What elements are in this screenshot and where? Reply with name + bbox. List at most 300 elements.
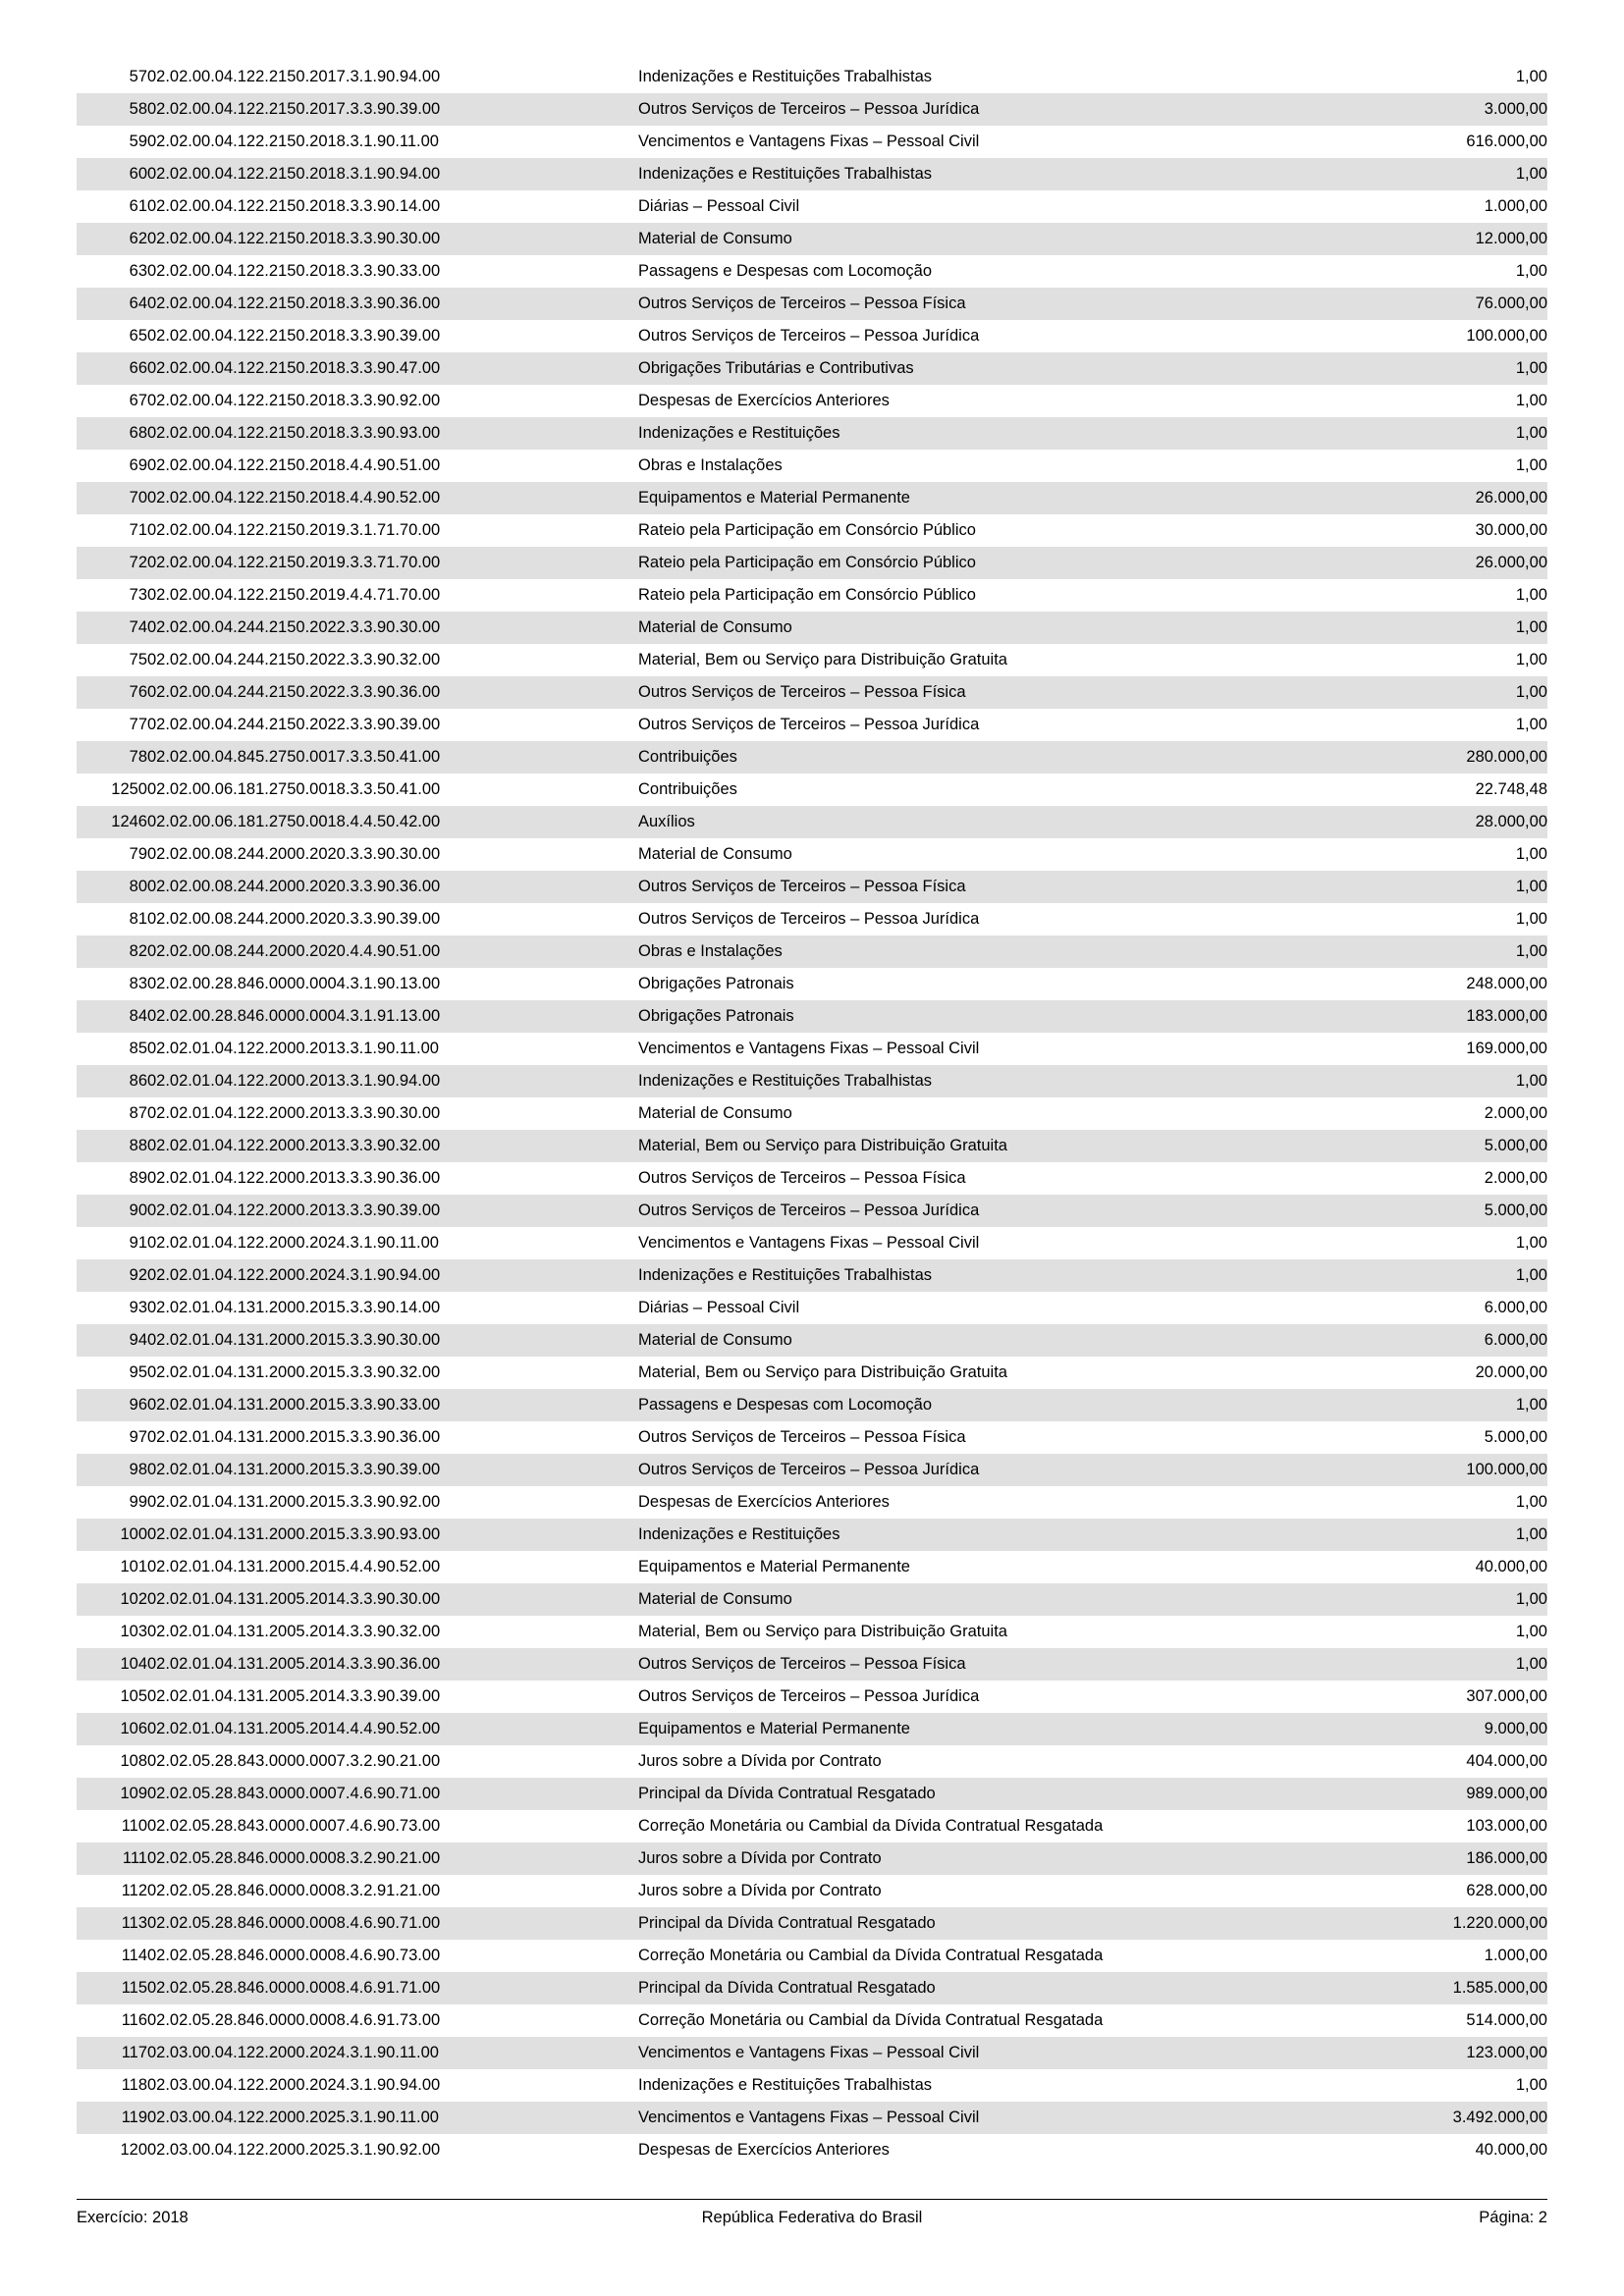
row-value: 1,00 <box>1326 417 1547 450</box>
row-value: 12.000,00 <box>1326 223 1547 255</box>
row-account-code: 02.02.01.04.131.2005.2014.3.3.90.36.00 <box>147 1648 638 1681</box>
row-value: 100.000,00 <box>1326 1454 1547 1486</box>
row-account-code: 02.02.01.04.131.2000.2015.3.3.90.93.00 <box>147 1519 638 1551</box>
table-row <box>77 1065 1547 1097</box>
table-row <box>77 1486 1547 1519</box>
table-row <box>77 1713 1547 1745</box>
row-sequence: 64 <box>77 288 147 320</box>
row-description: Contribuições <box>638 741 1326 774</box>
row-account-code: 02.02.00.04.122.2150.2019.3.3.71.70.00 <box>147 547 638 579</box>
row-sequence: 1246 <box>77 806 147 838</box>
row-sequence: 106 <box>77 1713 147 1745</box>
table-row <box>77 709 1547 741</box>
table-row <box>77 1130 1547 1162</box>
table-row <box>77 1907 1547 1940</box>
row-account-code: 02.03.00.04.122.2000.2025.3.1.90.11.00 <box>147 2102 638 2134</box>
table-row <box>77 1389 1547 1421</box>
row-sequence: 66 <box>77 352 147 385</box>
row-account-code: 02.02.01.04.131.2000.2015.3.3.90.30.00 <box>147 1324 638 1357</box>
row-account-code: 02.02.05.28.846.0000.0008.4.6.90.71.00 <box>147 1907 638 1940</box>
row-account-code: 02.02.00.06.181.2750.0018.4.4.50.42.00 <box>147 806 638 838</box>
row-value: 22.748,48 <box>1326 774 1547 806</box>
row-description: Obrigações Tributárias e Contributivas <box>638 352 1326 385</box>
row-description: Rateio pela Participação em Consórcio Público <box>638 547 1326 579</box>
table-row <box>77 1583 1547 1616</box>
row-sequence: 103 <box>77 1616 147 1648</box>
table-row <box>77 288 1547 320</box>
row-description: Material, Bem ou Serviço para Distribuição Gratuita <box>638 1357 1326 1389</box>
row-account-code: 02.02.00.04.122.2150.2019.4.4.71.70.00 <box>147 579 638 612</box>
row-account-code: 02.02.01.04.131.2005.2014.3.3.90.32.00 <box>147 1616 638 1648</box>
row-description: Material de Consumo <box>638 612 1326 644</box>
row-value: 1,00 <box>1326 612 1547 644</box>
table-row <box>77 612 1547 644</box>
budget-table <box>77 61 1547 2166</box>
table-row <box>77 547 1547 579</box>
row-account-code: 02.02.01.04.122.2000.2013.3.3.90.39.00 <box>147 1195 638 1227</box>
row-sequence: 110 <box>77 1810 147 1842</box>
row-description: Vencimentos e Vantagens Fixas – Pessoal Civil <box>638 2037 1326 2069</box>
row-description: Auxílios <box>638 806 1326 838</box>
row-value: 248.000,00 <box>1326 968 1547 1000</box>
row-account-code: 02.02.00.28.846.0000.0004.3.1.90.13.00 <box>147 968 638 1000</box>
row-value: 404.000,00 <box>1326 1745 1547 1778</box>
row-account-code: 02.02.01.04.131.2000.2015.3.3.90.92.00 <box>147 1486 638 1519</box>
table-row <box>77 774 1547 806</box>
row-account-code: 02.02.01.04.122.2000.2024.3.1.90.11.00 <box>147 1227 638 1259</box>
table-row <box>77 806 1547 838</box>
table-row <box>77 1421 1547 1454</box>
row-account-code: 02.02.00.04.122.2150.2019.3.1.71.70.00 <box>147 514 638 547</box>
row-value: 20.000,00 <box>1326 1357 1547 1389</box>
row-sequence: 80 <box>77 871 147 903</box>
table-row <box>77 1616 1547 1648</box>
row-sequence: 81 <box>77 903 147 935</box>
row-description: Outros Serviços de Terceiros – Pessoa Jurídica <box>638 1454 1326 1486</box>
table-row <box>77 450 1547 482</box>
row-value: 1,00 <box>1326 1486 1547 1519</box>
row-value: 1.000,00 <box>1326 1940 1547 1972</box>
row-account-code: 02.02.00.08.244.2000.2020.3.3.90.36.00 <box>147 871 638 903</box>
row-sequence: 92 <box>77 1259 147 1292</box>
row-account-code: 02.02.05.28.846.0000.0008.4.6.91.73.00 <box>147 2004 638 2037</box>
row-description: Outros Serviços de Terceiros – Pessoa Física <box>638 871 1326 903</box>
table-row <box>77 1810 1547 1842</box>
row-value: 26.000,00 <box>1326 547 1547 579</box>
row-sequence: 61 <box>77 190 147 223</box>
row-sequence: 87 <box>77 1097 147 1130</box>
row-sequence: 89 <box>77 1162 147 1195</box>
table-row <box>77 1648 1547 1681</box>
table-row <box>77 644 1547 676</box>
row-account-code: 02.02.00.04.122.2150.2018.3.3.90.93.00 <box>147 417 638 450</box>
row-value: 616.000,00 <box>1326 126 1547 158</box>
row-account-code: 02.02.00.04.122.2150.2018.3.3.90.92.00 <box>147 385 638 417</box>
row-account-code: 02.02.01.04.131.2000.2015.4.4.90.52.00 <box>147 1551 638 1583</box>
row-account-code: 02.02.01.04.122.2000.2013.3.3.90.32.00 <box>147 1130 638 1162</box>
row-sequence: 117 <box>77 2037 147 2069</box>
row-description: Passagens e Despesas com Locomoção <box>638 255 1326 288</box>
row-sequence: 111 <box>77 1842 147 1875</box>
row-sequence: 114 <box>77 1940 147 1972</box>
row-sequence: 74 <box>77 612 147 644</box>
row-description: Vencimentos e Vantagens Fixas – Pessoal Civil <box>638 1033 1326 1065</box>
row-value: 186.000,00 <box>1326 1842 1547 1875</box>
table-row <box>77 320 1547 352</box>
row-sequence: 59 <box>77 126 147 158</box>
row-description: Outros Serviços de Terceiros – Pessoa Jurídica <box>638 709 1326 741</box>
row-sequence: 1250 <box>77 774 147 806</box>
row-value: 26.000,00 <box>1326 482 1547 514</box>
table-row <box>77 1681 1547 1713</box>
row-account-code: 02.03.00.04.122.2000.2024.3.1.90.94.00 <box>147 2069 638 2102</box>
row-description: Juros sobre a Dívida por Contrato <box>638 1745 1326 1778</box>
row-description: Correção Monetária ou Cambial da Dívida Contratual Resgatada <box>638 1810 1326 1842</box>
row-sequence: 63 <box>77 255 147 288</box>
row-value: 1,00 <box>1326 1389 1547 1421</box>
row-account-code: 02.02.00.04.122.2150.2018.3.1.90.11.00 <box>147 126 638 158</box>
table-row <box>77 1875 1547 1907</box>
row-description: Despesas de Exercícios Anteriores <box>638 2134 1326 2166</box>
row-description: Material de Consumo <box>638 1097 1326 1130</box>
row-sequence: 104 <box>77 1648 147 1681</box>
row-description: Outros Serviços de Terceiros – Pessoa Jurídica <box>638 320 1326 352</box>
row-account-code: 02.02.00.04.122.2150.2018.4.4.90.51.00 <box>147 450 638 482</box>
row-account-code: 02.02.00.08.244.2000.2020.3.3.90.30.00 <box>147 838 638 871</box>
row-sequence: 58 <box>77 93 147 126</box>
row-account-code: 02.02.01.04.122.2000.2013.3.1.90.11.00 <box>147 1033 638 1065</box>
row-description: Despesas de Exercícios Anteriores <box>638 1486 1326 1519</box>
row-account-code: 02.02.01.04.122.2000.2013.3.3.90.36.00 <box>147 1162 638 1195</box>
row-account-code: 02.02.00.08.244.2000.2020.3.3.90.39.00 <box>147 903 638 935</box>
row-description: Material de Consumo <box>638 1583 1326 1616</box>
row-sequence: 86 <box>77 1065 147 1097</box>
row-sequence: 98 <box>77 1454 147 1486</box>
row-value: 123.000,00 <box>1326 2037 1547 2069</box>
table-row <box>77 1097 1547 1130</box>
row-sequence: 85 <box>77 1033 147 1065</box>
row-sequence: 118 <box>77 2069 147 2102</box>
table-row <box>77 935 1547 968</box>
row-description: Outros Serviços de Terceiros – Pessoa Física <box>638 1421 1326 1454</box>
row-sequence: 109 <box>77 1778 147 1810</box>
row-description: Vencimentos e Vantagens Fixas – Pessoal Civil <box>638 126 1326 158</box>
row-account-code: 02.02.05.28.846.0000.0008.3.2.91.21.00 <box>147 1875 638 1907</box>
row-account-code: 02.02.01.04.131.2005.2014.3.3.90.39.00 <box>147 1681 638 1713</box>
row-account-code: 02.02.05.28.846.0000.0008.4.6.90.73.00 <box>147 1940 638 1972</box>
row-value: 2.000,00 <box>1326 1097 1547 1130</box>
table-row <box>77 352 1547 385</box>
row-description: Outros Serviços de Terceiros – Pessoa Física <box>638 1648 1326 1681</box>
row-description: Outros Serviços de Terceiros – Pessoa Jurídica <box>638 1681 1326 1713</box>
row-description: Principal da Dívida Contratual Resgatado <box>638 1778 1326 1810</box>
table-row <box>77 255 1547 288</box>
table-row <box>77 1195 1547 1227</box>
row-description: Material, Bem ou Serviço para Distribuição Gratuita <box>638 644 1326 676</box>
table-row <box>77 482 1547 514</box>
table-row <box>77 676 1547 709</box>
row-value: 5.000,00 <box>1326 1130 1547 1162</box>
row-description: Equipamentos e Material Permanente <box>638 482 1326 514</box>
row-account-code: 02.02.01.04.122.2000.2024.3.1.90.94.00 <box>147 1259 638 1292</box>
row-value: 1,00 <box>1326 709 1547 741</box>
row-account-code: 02.02.05.28.843.0000.0007.4.6.90.73.00 <box>147 1810 638 1842</box>
row-account-code: 02.02.01.04.122.2000.2013.3.1.90.94.00 <box>147 1065 638 1097</box>
table-row <box>77 417 1547 450</box>
row-value: 9.000,00 <box>1326 1713 1547 1745</box>
row-sequence: 101 <box>77 1551 147 1583</box>
row-description: Indenizações e Restituições Trabalhistas <box>638 2069 1326 2102</box>
row-value: 1.000,00 <box>1326 190 1547 223</box>
row-description: Indenizações e Restituições Trabalhistas <box>638 158 1326 190</box>
table-row <box>77 579 1547 612</box>
row-value: 628.000,00 <box>1326 1875 1547 1907</box>
row-account-code: 02.02.01.04.131.2000.2015.3.3.90.14.00 <box>147 1292 638 1324</box>
row-description: Principal da Dívida Contratual Resgatado <box>638 1972 1326 2004</box>
row-sequence: 105 <box>77 1681 147 1713</box>
row-account-code: 02.03.00.04.122.2000.2024.3.1.90.11.00 <box>147 2037 638 2069</box>
row-account-code: 02.02.00.04.244.2150.2022.3.3.90.30.00 <box>147 612 638 644</box>
row-sequence: 67 <box>77 385 147 417</box>
row-sequence: 82 <box>77 935 147 968</box>
table-row <box>77 838 1547 871</box>
row-sequence: 91 <box>77 1227 147 1259</box>
row-account-code: 02.03.00.04.122.2000.2025.3.1.90.92.00 <box>147 2134 638 2166</box>
row-sequence: 95 <box>77 1357 147 1389</box>
row-account-code: 02.02.05.28.843.0000.0007.4.6.90.71.00 <box>147 1778 638 1810</box>
row-description: Obrigações Patronais <box>638 1000 1326 1033</box>
row-account-code: 02.02.00.28.846.0000.0004.3.1.91.13.00 <box>147 1000 638 1033</box>
row-value: 1,00 <box>1326 61 1547 93</box>
row-description: Diárias – Pessoal Civil <box>638 190 1326 223</box>
row-description: Material de Consumo <box>638 223 1326 255</box>
row-description: Vencimentos e Vantagens Fixas – Pessoal Civil <box>638 1227 1326 1259</box>
row-account-code: 02.02.01.04.131.2005.2014.4.4.90.52.00 <box>147 1713 638 1745</box>
row-value: 1,00 <box>1326 1583 1547 1616</box>
row-value: 1,00 <box>1326 644 1547 676</box>
row-value: 40.000,00 <box>1326 2134 1547 2166</box>
row-description: Outros Serviços de Terceiros – Pessoa Jurídica <box>638 903 1326 935</box>
row-description: Passagens e Despesas com Locomoção <box>638 1389 1326 1421</box>
row-account-code: 02.02.05.28.846.0000.0008.3.2.90.21.00 <box>147 1842 638 1875</box>
table-row <box>77 1745 1547 1778</box>
row-account-code: 02.02.00.04.122.2150.2018.3.3.90.33.00 <box>147 255 638 288</box>
row-value: 2.000,00 <box>1326 1162 1547 1195</box>
row-account-code: 02.02.05.28.846.0000.0008.4.6.91.71.00 <box>147 1972 638 2004</box>
row-value: 5.000,00 <box>1326 1421 1547 1454</box>
row-description: Principal da Dívida Contratual Resgatado <box>638 1907 1326 1940</box>
row-sequence: 75 <box>77 644 147 676</box>
row-sequence: 96 <box>77 1389 147 1421</box>
row-description: Indenizações e Restituições Trabalhistas <box>638 61 1326 93</box>
row-sequence: 57 <box>77 61 147 93</box>
row-description: Material, Bem ou Serviço para Distribuição Gratuita <box>638 1616 1326 1648</box>
row-value: 1.220.000,00 <box>1326 1907 1547 1940</box>
row-sequence: 60 <box>77 158 147 190</box>
row-account-code: 02.02.00.04.244.2150.2022.3.3.90.39.00 <box>147 709 638 741</box>
row-value: 307.000,00 <box>1326 1681 1547 1713</box>
row-sequence: 88 <box>77 1130 147 1162</box>
row-value: 76.000,00 <box>1326 288 1547 320</box>
row-sequence: 69 <box>77 450 147 482</box>
row-account-code: 02.02.00.04.845.2750.0017.3.3.50.41.00 <box>147 741 638 774</box>
row-account-code: 02.02.01.04.131.2000.2015.3.3.90.32.00 <box>147 1357 638 1389</box>
row-value: 1,00 <box>1326 450 1547 482</box>
row-description: Equipamentos e Material Permanente <box>638 1713 1326 1745</box>
row-sequence: 120 <box>77 2134 147 2166</box>
row-sequence: 77 <box>77 709 147 741</box>
row-description: Material, Bem ou Serviço para Distribuição Gratuita <box>638 1130 1326 1162</box>
row-sequence: 112 <box>77 1875 147 1907</box>
row-value: 1,00 <box>1326 158 1547 190</box>
row-account-code: 02.02.00.04.122.2150.2018.4.4.90.52.00 <box>147 482 638 514</box>
row-sequence: 119 <box>77 2102 147 2134</box>
table-row <box>77 1551 1547 1583</box>
row-description: Indenizações e Restituições Trabalhistas <box>638 1259 1326 1292</box>
row-account-code: 02.02.00.04.122.2150.2017.3.1.90.94.00 <box>147 61 638 93</box>
table-row <box>77 871 1547 903</box>
row-sequence: 65 <box>77 320 147 352</box>
row-value: 514.000,00 <box>1326 2004 1547 2037</box>
table-row <box>77 1778 1547 1810</box>
row-account-code: 02.02.00.04.122.2150.2018.3.3.90.30.00 <box>147 223 638 255</box>
page-footer <box>77 2199 1547 2239</box>
row-account-code: 02.02.01.04.131.2000.2015.3.3.90.39.00 <box>147 1454 638 1486</box>
table-row <box>77 1162 1547 1195</box>
table-row <box>77 158 1547 190</box>
row-description: Obras e Instalações <box>638 450 1326 482</box>
table-row <box>77 514 1547 547</box>
row-value: 30.000,00 <box>1326 514 1547 547</box>
row-value: 3.000,00 <box>1326 93 1547 126</box>
row-description: Outros Serviços de Terceiros – Pessoa Física <box>638 288 1326 320</box>
row-description: Contribuições <box>638 774 1326 806</box>
row-account-code: 02.02.00.04.244.2150.2022.3.3.90.36.00 <box>147 676 638 709</box>
row-account-code: 02.02.01.04.131.2000.2015.3.3.90.36.00 <box>147 1421 638 1454</box>
row-value: 6.000,00 <box>1326 1292 1547 1324</box>
row-description: Rateio pela Participação em Consórcio Público <box>638 579 1326 612</box>
row-description: Material de Consumo <box>638 1324 1326 1357</box>
row-value: 1,00 <box>1326 1648 1547 1681</box>
row-account-code: 02.02.05.28.843.0000.0007.3.2.90.21.00 <box>147 1745 638 1778</box>
row-description: Correção Monetária ou Cambial da Dívida Contratual Resgatada <box>638 1940 1326 1972</box>
row-account-code: 02.02.01.04.122.2000.2013.3.3.90.30.00 <box>147 1097 638 1130</box>
row-value: 1,00 <box>1326 1259 1547 1292</box>
table-row <box>77 223 1547 255</box>
table-row <box>77 1519 1547 1551</box>
row-account-code: 02.02.00.04.122.2150.2017.3.3.90.39.00 <box>147 93 638 126</box>
row-sequence: 113 <box>77 1907 147 1940</box>
row-account-code: 02.02.01.04.131.2005.2014.3.3.90.30.00 <box>147 1583 638 1616</box>
row-account-code: 02.02.01.04.131.2000.2015.3.3.90.33.00 <box>147 1389 638 1421</box>
row-description: Outros Serviços de Terceiros – Pessoa Jurídica <box>638 93 1326 126</box>
row-sequence: 79 <box>77 838 147 871</box>
row-description: Obras e Instalações <box>638 935 1326 968</box>
row-value: 1,00 <box>1326 579 1547 612</box>
table-row <box>77 1454 1547 1486</box>
row-sequence: 97 <box>77 1421 147 1454</box>
row-sequence: 76 <box>77 676 147 709</box>
row-description: Indenizações e Restituições <box>638 417 1326 450</box>
row-value: 5.000,00 <box>1326 1195 1547 1227</box>
table-row <box>77 2037 1547 2069</box>
row-sequence: 116 <box>77 2004 147 2037</box>
row-sequence: 100 <box>77 1519 147 1551</box>
table-row <box>77 1324 1547 1357</box>
row-value: 1,00 <box>1326 676 1547 709</box>
table-row <box>77 1292 1547 1324</box>
row-description: Indenizações e Restituições <box>638 1519 1326 1551</box>
row-value: 1,00 <box>1326 385 1547 417</box>
row-account-code: 02.02.00.04.122.2150.2018.3.3.90.39.00 <box>147 320 638 352</box>
row-sequence: 73 <box>77 579 147 612</box>
row-sequence: 94 <box>77 1324 147 1357</box>
row-sequence: 115 <box>77 1972 147 2004</box>
row-value: 1,00 <box>1326 255 1547 288</box>
row-account-code: 02.02.00.04.122.2150.2018.3.3.90.14.00 <box>147 190 638 223</box>
row-value: 183.000,00 <box>1326 1000 1547 1033</box>
row-sequence: 93 <box>77 1292 147 1324</box>
table-row <box>77 741 1547 774</box>
row-account-code: 02.02.00.04.122.2150.2018.3.1.90.94.00 <box>147 158 638 190</box>
row-sequence: 68 <box>77 417 147 450</box>
row-value: 169.000,00 <box>1326 1033 1547 1065</box>
row-sequence: 84 <box>77 1000 147 1033</box>
row-value: 6.000,00 <box>1326 1324 1547 1357</box>
row-description: Outros Serviços de Terceiros – Pessoa Física <box>638 1162 1326 1195</box>
row-sequence: 71 <box>77 514 147 547</box>
table-row <box>77 1000 1547 1033</box>
row-value: 1,00 <box>1326 838 1547 871</box>
table-row <box>77 1033 1547 1065</box>
row-sequence: 70 <box>77 482 147 514</box>
row-value: 1,00 <box>1326 1065 1547 1097</box>
row-value: 28.000,00 <box>1326 806 1547 838</box>
table-row <box>77 1842 1547 1875</box>
table-row <box>77 1357 1547 1389</box>
row-value: 1,00 <box>1326 1227 1547 1259</box>
table-row <box>77 2069 1547 2102</box>
row-value: 1,00 <box>1326 1616 1547 1648</box>
footer-exercise: Exercício: 2018 <box>77 2209 189 2226</box>
row-value: 100.000,00 <box>1326 320 1547 352</box>
row-sequence: 108 <box>77 1745 147 1778</box>
row-description: Juros sobre a Dívida por Contrato <box>638 1875 1326 1907</box>
budget-table-body <box>77 61 1547 2166</box>
table-row <box>77 385 1547 417</box>
table-row <box>77 1940 1547 1972</box>
table-row <box>77 126 1547 158</box>
row-value: 280.000,00 <box>1326 741 1547 774</box>
table-row <box>77 61 1547 93</box>
row-description: Equipamentos e Material Permanente <box>638 1551 1326 1583</box>
table-row <box>77 1227 1547 1259</box>
row-value: 1,00 <box>1326 935 1547 968</box>
table-row <box>77 1259 1547 1292</box>
row-sequence: 102 <box>77 1583 147 1616</box>
row-sequence: 72 <box>77 547 147 579</box>
table-row <box>77 968 1547 1000</box>
row-value: 1,00 <box>1326 903 1547 935</box>
row-value: 1,00 <box>1326 352 1547 385</box>
table-row <box>77 903 1547 935</box>
row-description: Juros sobre a Dívida por Contrato <box>638 1842 1326 1875</box>
row-sequence: 83 <box>77 968 147 1000</box>
table-row <box>77 93 1547 126</box>
table-row <box>77 1972 1547 2004</box>
row-value: 1,00 <box>1326 871 1547 903</box>
row-sequence: 78 <box>77 741 147 774</box>
